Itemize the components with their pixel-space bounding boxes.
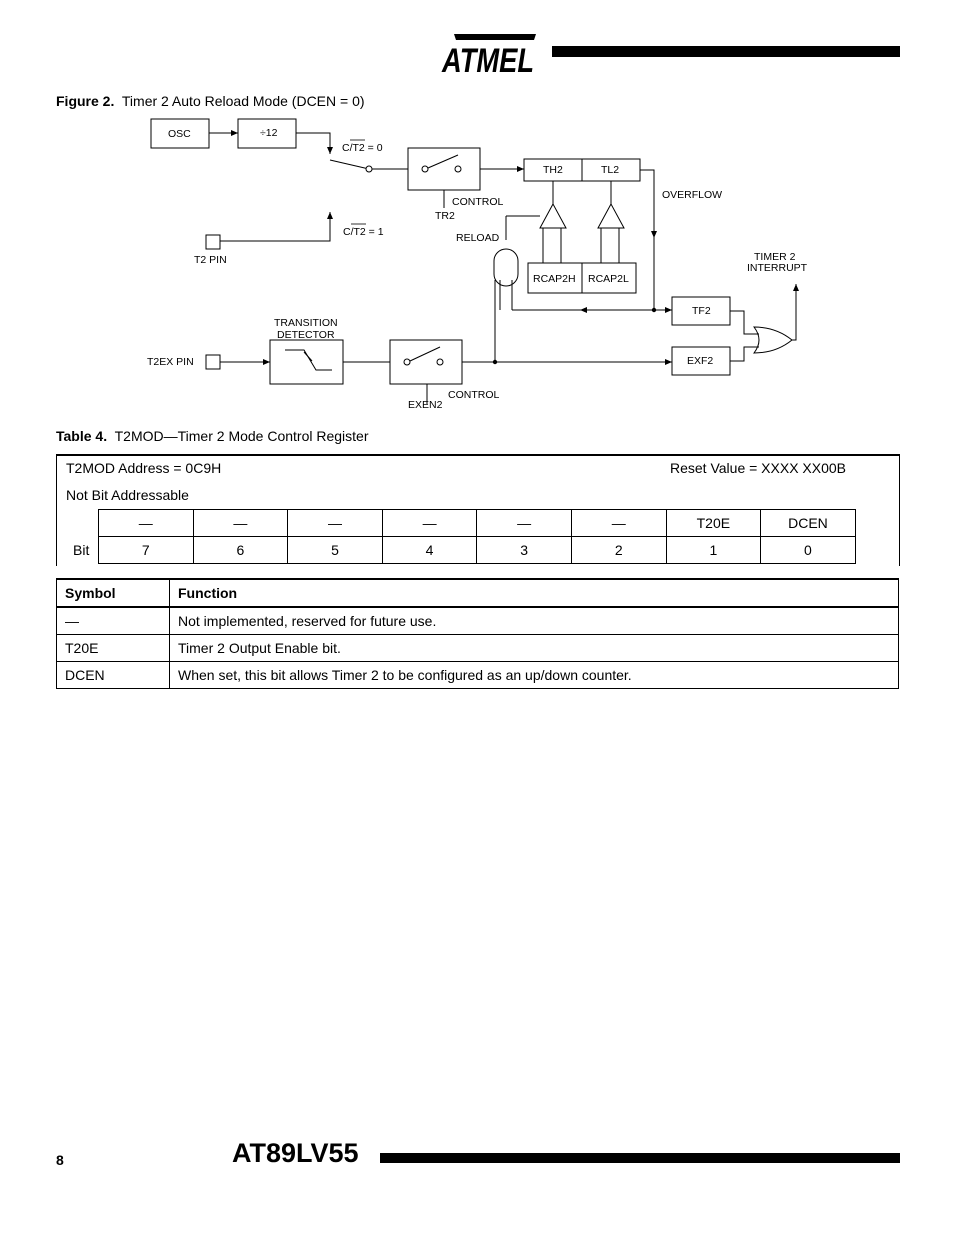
bit-number-6: 6 bbox=[193, 537, 288, 564]
bit-number-0: 0 bbox=[761, 537, 856, 564]
bit-addressable-note: Not Bit Addressable bbox=[66, 487, 189, 503]
bit-number-3: 3 bbox=[477, 537, 572, 564]
bit-name-3: — bbox=[477, 510, 572, 537]
figure-caption: Figure 2. Timer 2 Auto Reload Mode (DCEN = 0) bbox=[56, 93, 365, 109]
bit-name-6: — bbox=[193, 510, 288, 537]
atmel-logo bbox=[436, 28, 540, 78]
bit-number-7: 7 bbox=[99, 537, 194, 564]
t2ex-pin-box bbox=[206, 355, 220, 369]
svg-text:OVERFLOW: OVERFLOW bbox=[662, 189, 723, 201]
bit-names-row bbox=[99, 510, 856, 537]
table4-caption: Table 4. T2MOD—Timer 2 Mode Control Register bbox=[56, 428, 369, 444]
symbol-cell: — bbox=[57, 607, 170, 635]
t2-pin-box bbox=[206, 235, 220, 249]
transition-detector-box bbox=[270, 340, 343, 384]
symbol-cell: T20E bbox=[57, 635, 170, 662]
svg-text:RCAP2H: RCAP2H bbox=[533, 273, 576, 285]
svg-text:OSC: OSC bbox=[168, 128, 191, 140]
function-cell: When set, this bit allows Timer 2 to be configured as an up/down counter. bbox=[170, 662, 899, 689]
bit-numbers-row bbox=[99, 537, 856, 564]
bit-number-1: 1 bbox=[666, 537, 761, 564]
register-address: T2MOD Address = 0C9H bbox=[66, 460, 222, 476]
svg-text:RCAP2L: RCAP2L bbox=[588, 273, 629, 285]
bit-name-1: T20E bbox=[666, 510, 761, 537]
bit-name-4: — bbox=[382, 510, 477, 537]
symbol-header: Symbol bbox=[57, 579, 170, 607]
svg-text:EXEN2: EXEN2 bbox=[408, 399, 443, 411]
svg-text:C/T2 = 1: C/T2 = 1 bbox=[343, 226, 384, 238]
table-row bbox=[57, 607, 899, 635]
svg-text:TR2: TR2 bbox=[435, 210, 455, 222]
svg-text:TF2: TF2 bbox=[692, 305, 711, 317]
bit-name-0: DCEN bbox=[761, 510, 856, 537]
svg-text:EXF2: EXF2 bbox=[687, 355, 714, 367]
register-bits-table bbox=[98, 509, 856, 564]
document-title: AT89LV55 bbox=[232, 1138, 359, 1168]
symbol-function-table bbox=[56, 578, 899, 689]
svg-text:CONTROL: CONTROL bbox=[452, 196, 504, 208]
svg-text:INTERRUPT: INTERRUPT bbox=[747, 262, 808, 274]
function-cell: Not implemented, reserved for future use. bbox=[170, 607, 899, 635]
register-reset-value: Reset Value = XXXX XX00B bbox=[670, 460, 847, 476]
bit-name-2: — bbox=[571, 510, 666, 537]
bit-number-4: 4 bbox=[382, 537, 477, 564]
svg-text:DETECTOR: DETECTOR bbox=[277, 329, 335, 341]
bit-label: Bit bbox=[73, 542, 90, 558]
svg-text:T2 PIN: T2 PIN bbox=[194, 254, 227, 266]
table-row bbox=[57, 635, 899, 662]
bit-name-7: — bbox=[99, 510, 194, 537]
bit-name-5: — bbox=[288, 510, 383, 537]
svg-text:TH2: TH2 bbox=[543, 164, 563, 176]
svg-text:CONTROL: CONTROL bbox=[448, 389, 500, 401]
exen2-switch-box bbox=[390, 340, 462, 384]
function-cell: Timer 2 Output Enable bit. bbox=[170, 635, 899, 662]
footer-rule bbox=[380, 1153, 900, 1163]
table-header-row bbox=[57, 579, 899, 607]
page-number: 8 bbox=[56, 1152, 64, 1168]
svg-text:TRANSITION: TRANSITION bbox=[274, 317, 338, 329]
svg-text:RELOAD: RELOAD bbox=[456, 232, 500, 244]
bit-number-2: 2 bbox=[571, 537, 666, 564]
svg-text:ATMEL: ATMEL bbox=[441, 42, 534, 80]
timer2-reload-diagram bbox=[140, 112, 830, 422]
svg-text:C/T2 = 0: C/T2 = 0 bbox=[342, 142, 383, 154]
svg-text:TL2: TL2 bbox=[601, 164, 620, 176]
header-rule bbox=[552, 46, 900, 57]
tr2-switch-box bbox=[408, 148, 480, 190]
function-header: Function bbox=[170, 579, 899, 607]
bit-number-5: 5 bbox=[288, 537, 383, 564]
table-row bbox=[57, 662, 899, 689]
svg-text:TIMER 2: TIMER 2 bbox=[754, 251, 796, 263]
symbol-cell: DCEN bbox=[57, 662, 170, 689]
svg-text:÷12: ÷12 bbox=[260, 127, 278, 139]
svg-text:T2EX PIN: T2EX PIN bbox=[147, 356, 194, 368]
